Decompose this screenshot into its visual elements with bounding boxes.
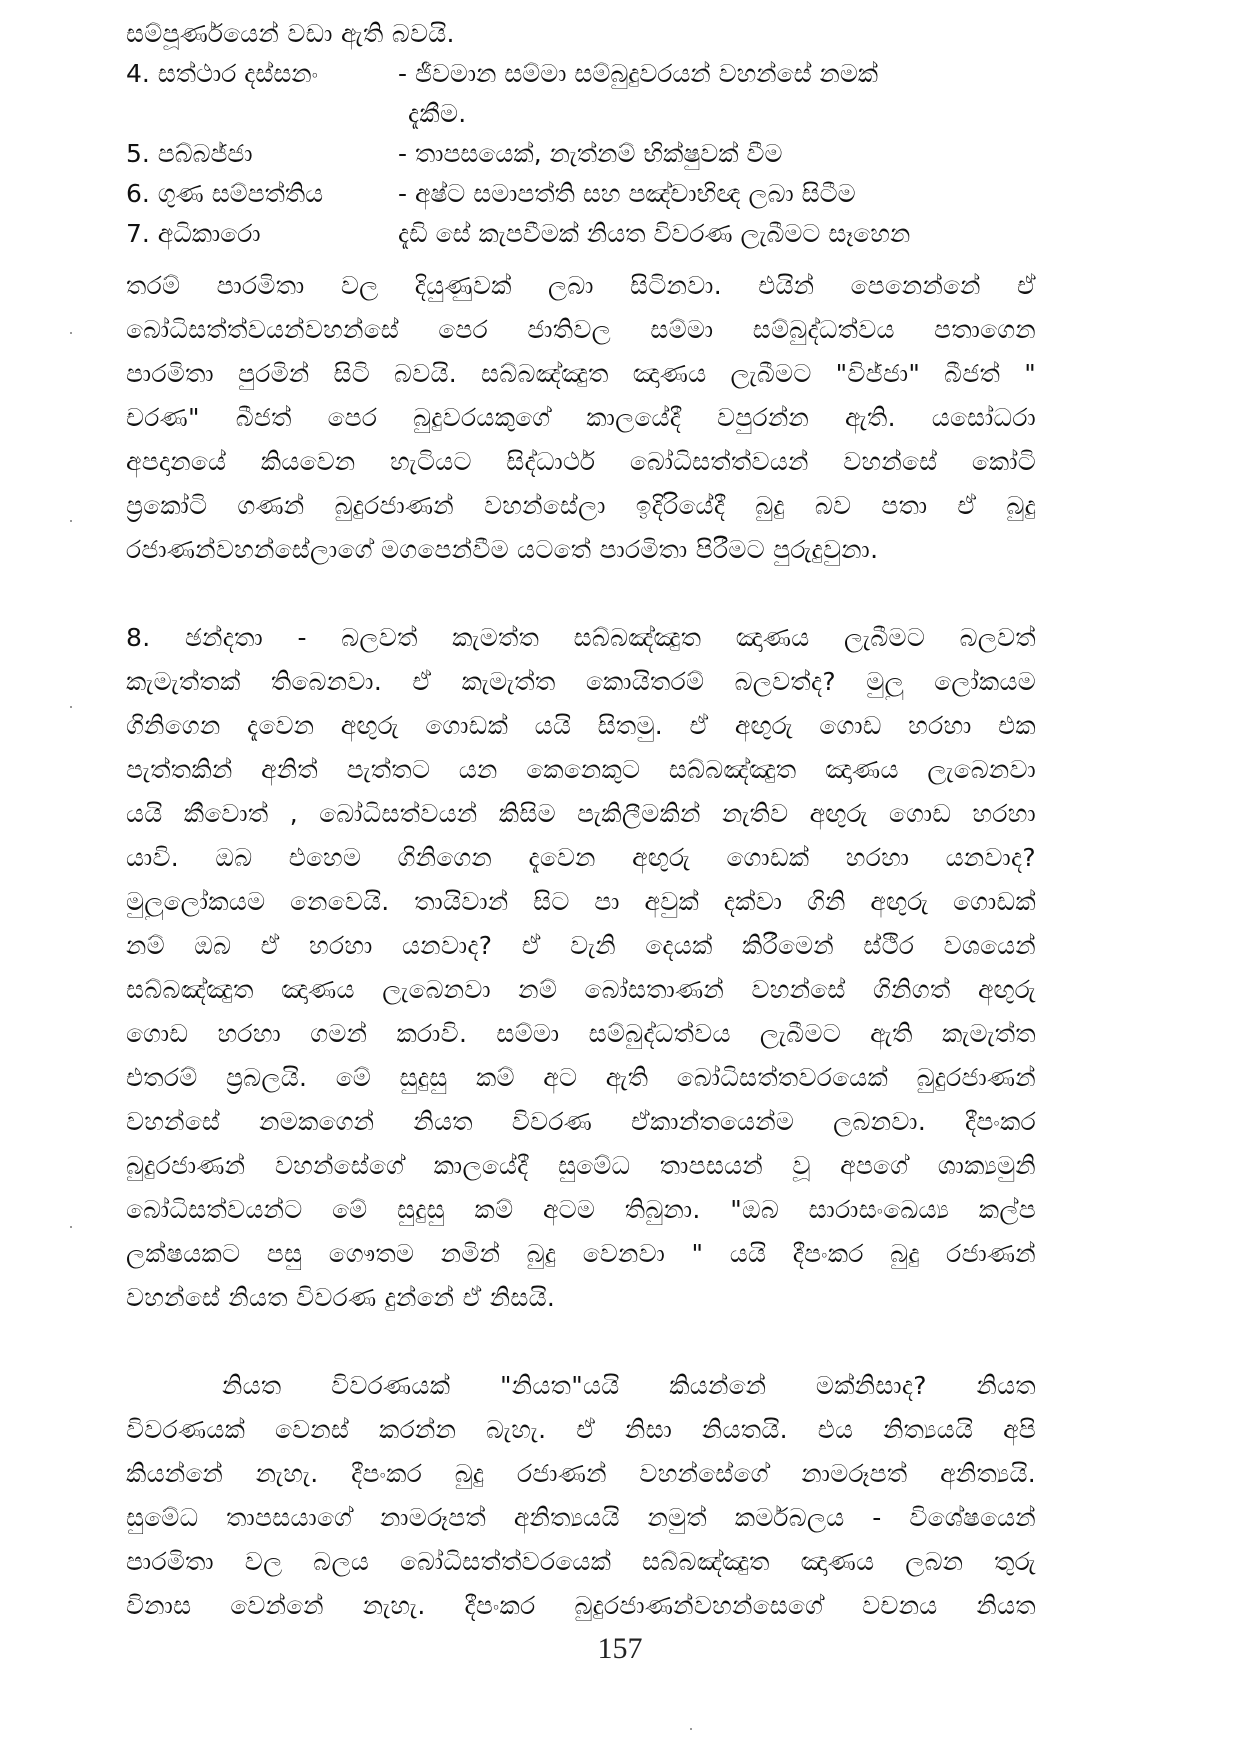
text-line: ලක්ෂයකට පසු ගෞතම නමින් බුදු වෙනවා " යයි දීපංකර බුදු රජාණන්	[126, 1239, 1036, 1268]
list-description: - ජීවමාන සම්මා සම්බුදුවරයන් වහන්සේ නමක්	[398, 59, 879, 88]
list-description: - අෂ්ට සමාපත්ති සහ පඤ්චාභිඥ ලබා සිටීම	[398, 179, 856, 208]
scan-speck	[70, 706, 72, 708]
text-line: ගොඩ හරහා ගමන් කරාවි. සම්මා සම්බුද්ධත්වය ලැබීමට ඇති කැමැත්ත	[126, 1019, 1036, 1048]
text-line: 8. ඡන්දතා - බලවත් කැමත්ත සබ්බඤ්ඤුත ඤාණය ලැබීමට බලවත්	[126, 623, 1036, 652]
scan-speck	[690, 1728, 692, 1730]
text-line: බුදුරජාණන් වහන්සේගේ කාලයේදී සුමේධ තාපසයන් වූ අපගේ ශාක්‍යමුනි	[126, 1151, 1036, 1180]
scan-speck	[70, 332, 72, 334]
list-term: 4. සත්ථාර දස්සනං	[126, 59, 318, 88]
text-line: අපදානයේ කියවෙන හැටියට සිද්ධාර්ථ බෝධිසත්ත්වයන් වහන්සේ කෝටි	[126, 447, 1036, 476]
text-line: දැකීම.	[408, 99, 467, 128]
scan-speck	[70, 1226, 72, 1228]
text-line: වහන්සේ නියත විවරණ දුන්නේ ඒ නිසයි.	[126, 1283, 556, 1312]
text-line: ප්‍රකෝටි ගණන් බුදුරජාණන් වහන්සේලා ඉදිරියේදී බුදු බව පතා ඒ බුදු	[126, 491, 1036, 520]
text-line: රජාණන්වහන්සේලාගේ මගපෙන්වීම යටතේ පාරමිතා පිරීමට පුරුදුවුනා.	[126, 535, 879, 564]
text-line: පාරමිතා වල බලය බෝධිසත්ත්වරයෙක් සබ්බඤ්ඤුත ඤාණය ලබන තුරු	[126, 1547, 1036, 1576]
list-description: - තාපසයෙක්, නැත්නම් භික්ෂුවක් වීම	[398, 139, 783, 168]
page-number: 157	[597, 1632, 643, 1665]
text-line: පැත්තකින් අනිත් පැත්තට යන කෙනෙකුට සබ්බඤ්ඤුත ඤාණය ලැබෙනවා	[126, 755, 1036, 784]
text-line: තරම් පාරමිතා වල දියුණුවක් ලබා සිටිනවා. එයින් පෙනෙන්නේ ඒ	[126, 271, 1036, 300]
text-line: වහන්සේ නමකගෙන් නියත විවරණ ඒකාන්තයෙන්ම ලබනවා. දීපංකර	[126, 1107, 1036, 1136]
list-term: 6. ගුණ සම්පත්තිය	[126, 179, 324, 208]
scan-speck	[70, 520, 72, 522]
list-term: 7. අධිකාරො	[126, 219, 261, 248]
text-line: ගිනිගෙන දැවෙන අඟුරු ගොඩක් යයි සිතමු. ඒ අඟුරු ගොඩ හරහා එක	[126, 711, 1036, 740]
text-line: යයි කීවොත් , බෝධිසත්වයන් කිසිම පැකිලීමකින් නැතිව අඟුරු ගොඩ හරහා	[126, 799, 1036, 828]
text-line: චරණ" බීජත් පෙර බුදුවරයකුගේ කාලයේදී වපුරන්න ඇති. යසෝධරා	[126, 403, 1036, 432]
text-line: සබ්බඤ්ඤුත ඤාණය ලැබෙනවා නම් බෝසතාණන් වහන්සේ ගිනිගත් අඟුරු	[126, 975, 1036, 1004]
list-description: දැඩි සේ කැපවීමක් නියත විවරණ ලැබීමට සෑහෙන	[398, 219, 911, 248]
text-line: විවරණයක් වෙනස් කරන්න බැහැ. ඒ නිසා නියතයි. එය නිත්‍යයයි අපි	[126, 1415, 1036, 1444]
text-line: පාරමිතා පුරමින් සිටි බවයි. සබ්බඤ්ඤුත ඤාණය ලැබීමට "විජ්ජා" බීජත් "	[126, 359, 1036, 388]
list-term: 5. පබ්බජ්ජා	[126, 139, 253, 168]
text-line: එතරම් ප්‍රබලයි. මේ සුදුසු කම් අට ඇති බෝධිසත්තවරයෙක් බුදුරජාණන්	[126, 1063, 1036, 1092]
text-line: බෝධිසත්වයන්ට මේ සුදුසු කම් අටම තිබුනා. "ඔබ සාරාසංඛෙය්‍ය කල්ප	[126, 1195, 1036, 1224]
text-line: නම් ඔබ ඒ හරහා යනවාද? ඒ වැනි දෙයක් කිරීමෙන් ස්ථිර වශයෙන්	[126, 931, 1036, 960]
text-line: කැමැත්තක් තිබෙනවා. ඒ කැමැත්ත කොයිතරම් බලවත්ද? මුලු ලෝකයම	[126, 667, 1036, 696]
text-line: සම්පූර්ණයෙන් වඩා ඇති බවයි.	[126, 19, 455, 48]
text-line: මුලුලෝකයම නෙවෙයි. තායිවාන් සිට පා අවුක් දක්වා ගිනි අඟුරු ගොඩක්	[126, 887, 1036, 916]
text-line: බෝධිසත්ත්වයන්වහන්සේ පෙර ජාතිවල සම්මා සම්බුද්ධත්වය පතාගෙන	[126, 315, 1036, 344]
text-line: සුමේධ තාපසයාගේ නාමරූපත් අනිත්‍යයයි නමුත් කර්මබලය - විශේෂයෙන්	[126, 1503, 1036, 1532]
text-line: නියත විවරණයක් "නියත"යයි කියන්නේ මක්නිසාද? නියත	[222, 1371, 1036, 1400]
text-line: යාවි. ඔබ එහෙම ගිනිගෙන දැවෙන අඟුරු ගොඩක් හරහා යනවාද?	[126, 843, 1036, 872]
text-line: කියන්නේ නැහැ. දීපංකර බුදු රජාණන් වහන්සේගේ නාමරූපත් අනිත්‍යයි.	[126, 1459, 1036, 1488]
text-line: විනාස වෙන්නේ නැහැ. දීපංකර බුදුරජාණන්වහන්සෙගේ වචනය නියත	[126, 1591, 1036, 1620]
